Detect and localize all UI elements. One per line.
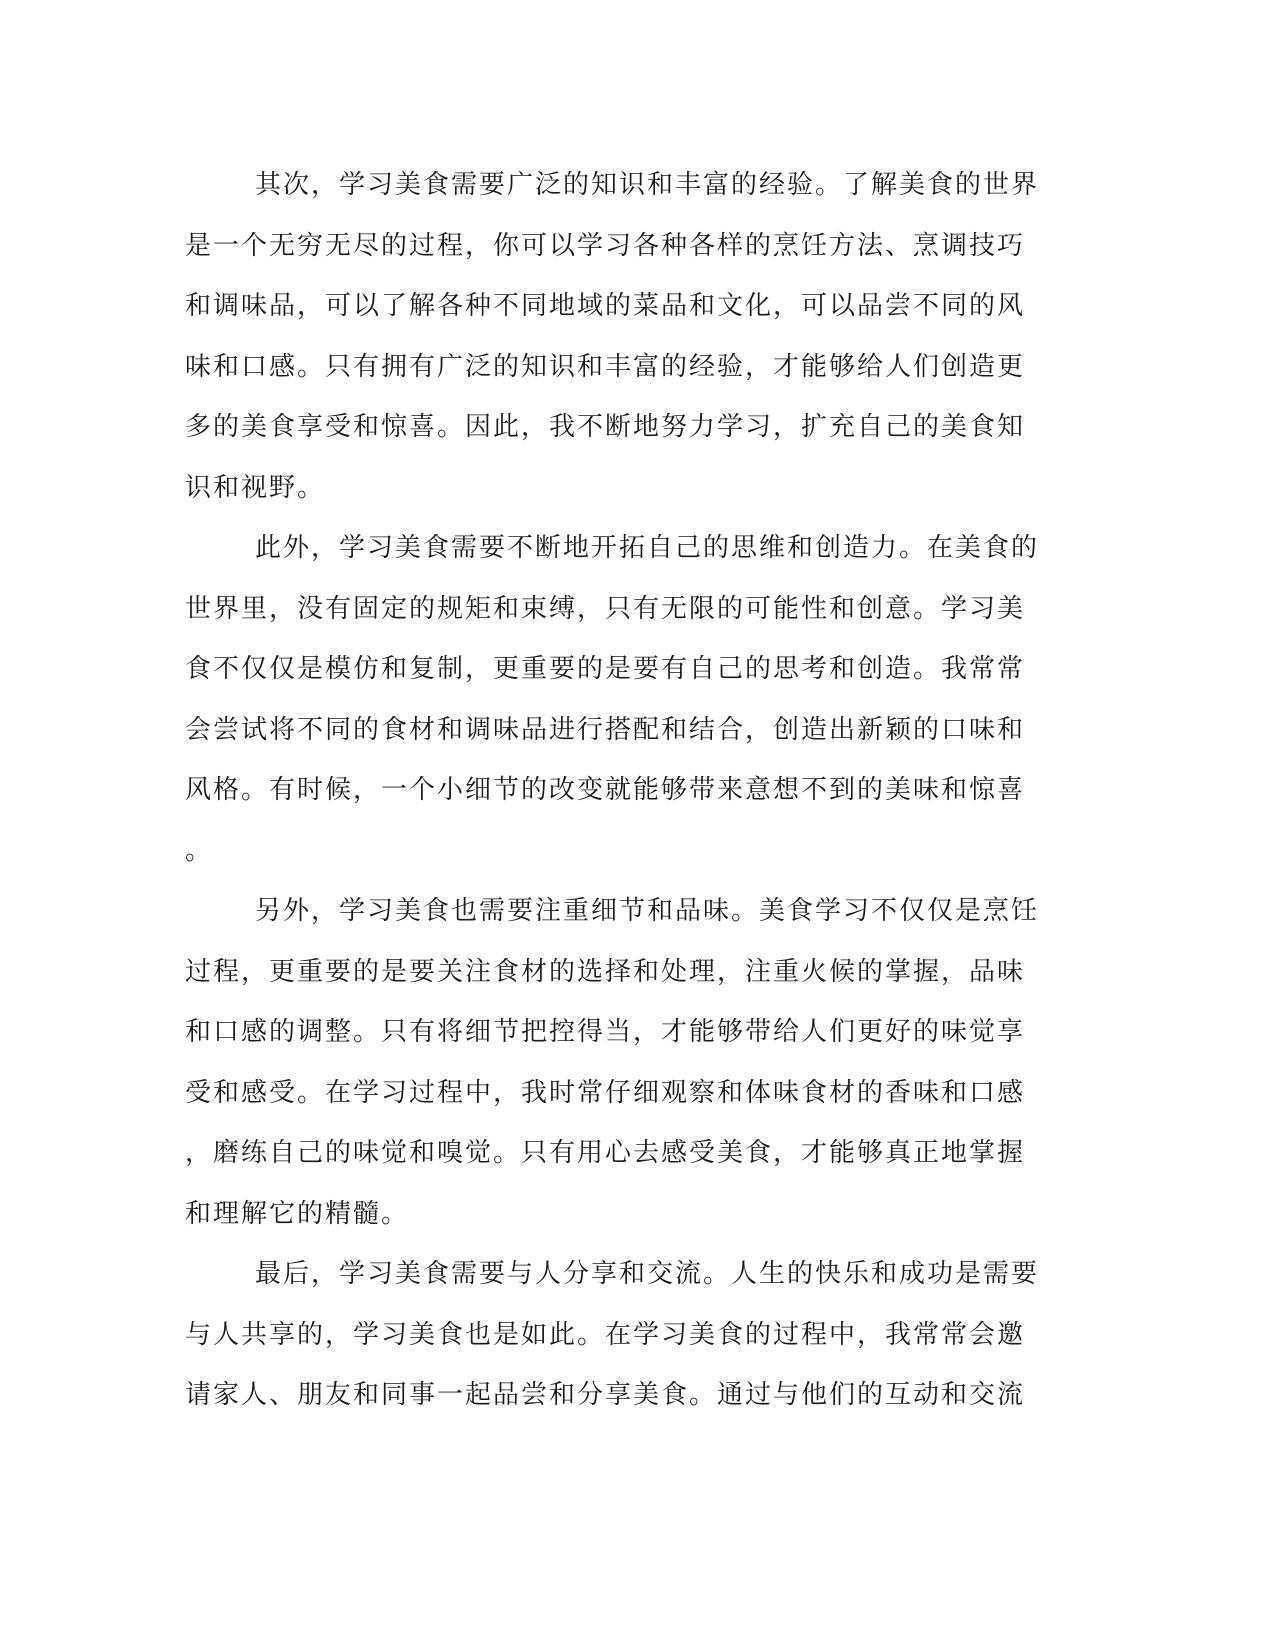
text-line: 多的美食享受和惊喜。因此，我不断地努力学习，扩充自己的美食知	[185, 412, 1026, 442]
paragraph-3	[185, 881, 1045, 1244]
text-line: 另外，学习美食也需要注重细节和品味。美食学习不仅仅是烹饪	[255, 896, 1040, 926]
paragraph-1	[185, 155, 1045, 518]
text-line: 风格。有时候，一个小细节的改变就能够带来意想不到的美味和惊喜	[185, 775, 1026, 805]
text-line: 最后，学习美食需要与人分享和交流。人生的快乐和成功是需要	[255, 1259, 1040, 1289]
text-line: 请家人、朋友和同事一起品尝和分享美食。通过与他们的互动和交流	[185, 1380, 1026, 1410]
text-line: 受和感受。在学习过程中，我时常仔细观察和体味食材的香味和口感	[185, 1077, 1026, 1108]
document-body	[185, 155, 1045, 1426]
text-line: 其次，学习美食需要广泛的知识和丰富的经验。了解美食的世界	[255, 170, 1040, 200]
text-line: 此外，学习美食需要不断地开拓自己的思维和创造力。在美食的	[255, 533, 1040, 563]
paragraph-4	[185, 1244, 1045, 1426]
text-line: 世界里，没有固定的规矩和束缚，只有无限的可能性和创意。学习美	[185, 593, 1026, 624]
paragraph-2	[185, 518, 1045, 881]
text-line: 是一个无穷无尽的过程，你可以学习各种各样的烹饪方法、烹调技巧	[185, 230, 1026, 261]
text-line: 会尝试将不同的食材和调味品进行搭配和结合，创造出新颖的口味和	[185, 714, 1026, 745]
text-line: 味和口感。只有拥有广泛的知识和丰富的经验，才能够给人们创造更	[185, 351, 1026, 382]
text-line: 食不仅仅是模仿和复制，更重要的是要有自己的思考和创造。我常常	[185, 654, 1026, 684]
text-line: 和调味品，可以了解各种不同地域的菜品和文化，可以品尝不同的风	[185, 291, 1026, 321]
text-line: 过程，更重要的是要关注食材的选择和处理，注重火候的掌握，品味	[185, 956, 1026, 987]
text-line: ，磨练自己的味觉和嗅觉。只有用心去感受美食，才能够真正地掌握	[185, 1138, 1026, 1168]
text-line: 和口感的调整。只有将细节把控得当，才能够带给人们更好的味觉享	[185, 1017, 1026, 1047]
text-line: 。	[185, 835, 214, 866]
text-line: 和理解它的精髓。	[185, 1198, 410, 1229]
text-line: 识和视野。	[185, 472, 326, 503]
text-line: 与人共享的，学习美食也是如此。在学习美食的过程中，我常常会邀	[185, 1319, 1026, 1350]
